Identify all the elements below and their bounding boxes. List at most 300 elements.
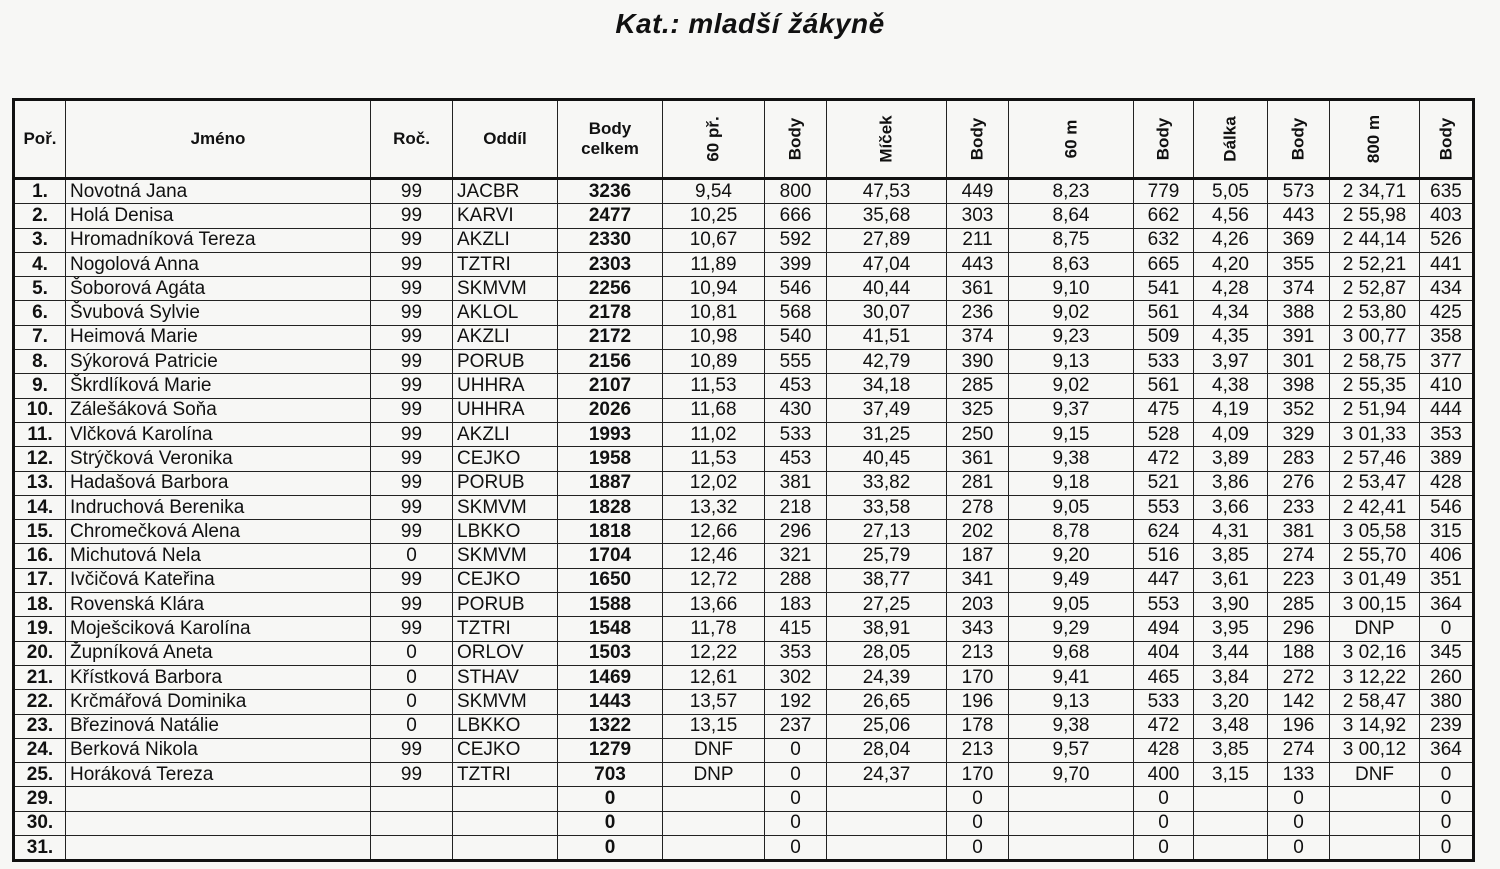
col-header-roc: Roč. — [371, 100, 453, 179]
table-row — [14, 471, 1474, 495]
cell-points-3: 521 — [1134, 471, 1194, 495]
cell-800-m: 2 58,47 — [1330, 690, 1420, 714]
cell-long-jump: 3,90 — [1194, 593, 1268, 617]
cell-ball-throw — [827, 787, 947, 811]
cell-position: 18. — [14, 593, 66, 617]
cell-points-4: 388 — [1268, 301, 1330, 325]
cell-points-2: 170 — [947, 763, 1009, 787]
cell-club: AKZLI — [453, 422, 558, 446]
cell-year: 99 — [371, 471, 453, 495]
cell-60-hurdles: 13,66 — [663, 593, 765, 617]
cell-name: Rovenská Klára — [66, 593, 371, 617]
cell-60-m: 9,70 — [1009, 763, 1134, 787]
cell-points-3: 0 — [1134, 811, 1194, 835]
cell-long-jump: 4,20 — [1194, 252, 1268, 276]
cell-long-jump: 3,20 — [1194, 690, 1268, 714]
cell-ball-throw: 27,89 — [827, 228, 947, 252]
cell-ball-throw: 47,53 — [827, 179, 947, 204]
cell-position: 29. — [14, 787, 66, 811]
cell-points-1: 399 — [765, 252, 827, 276]
cell-ball-throw: 30,07 — [827, 301, 947, 325]
cell-position: 4. — [14, 252, 66, 276]
cell-points-1: 453 — [765, 374, 827, 398]
cell-club: TZTRI — [453, 252, 558, 276]
cell-year: 0 — [371, 714, 453, 738]
table-row — [14, 228, 1474, 252]
cell-total-points: 1469 — [558, 665, 663, 689]
cell-year — [371, 787, 453, 811]
cell-club: CEJKO — [453, 738, 558, 762]
cell-60-m: 9,15 — [1009, 422, 1134, 446]
cell-points-3: 553 — [1134, 593, 1194, 617]
cell-club: SKMVM — [453, 495, 558, 519]
cell-year: 99 — [371, 617, 453, 641]
cell-total-points: 0 — [558, 836, 663, 861]
cell-points-1: 302 — [765, 665, 827, 689]
cell-points-4: 223 — [1268, 568, 1330, 592]
cell-points-1: 546 — [765, 277, 827, 301]
cell-points-2: 213 — [947, 641, 1009, 665]
cell-long-jump: 4,09 — [1194, 422, 1268, 446]
cell-60-m: 8,23 — [1009, 179, 1134, 204]
cell-name: Michutová Nela — [66, 544, 371, 568]
cell-60-hurdles: 13,15 — [663, 714, 765, 738]
cell-points-3: 494 — [1134, 617, 1194, 641]
cell-total-points: 3236 — [558, 179, 663, 204]
cell-club: JACBR — [453, 179, 558, 204]
cell-points-4: 374 — [1268, 277, 1330, 301]
cell-club: TZTRI — [453, 617, 558, 641]
cell-points-5: 425 — [1420, 301, 1474, 325]
cell-points-2: 374 — [947, 325, 1009, 349]
cell-60-hurdles — [663, 811, 765, 835]
cell-points-4: 301 — [1268, 350, 1330, 374]
cell-points-4: 133 — [1268, 763, 1330, 787]
cell-total-points: 2107 — [558, 374, 663, 398]
cell-800-m: 2 57,46 — [1330, 447, 1420, 471]
col-header-jmeno: Jméno — [66, 100, 371, 179]
cell-position: 22. — [14, 690, 66, 714]
cell-year — [371, 811, 453, 835]
cell-points-1: 540 — [765, 325, 827, 349]
cell-60-m: 8,63 — [1009, 252, 1134, 276]
table-row — [14, 520, 1474, 544]
cell-year: 99 — [371, 301, 453, 325]
cell-points-5: 0 — [1420, 787, 1474, 811]
cell-ball-throw: 31,25 — [827, 422, 947, 446]
col-header-body-1 — [765, 100, 827, 179]
cell-long-jump: 3,84 — [1194, 665, 1268, 689]
table-row — [14, 641, 1474, 665]
cell-60-m: 9,23 — [1009, 325, 1134, 349]
cell-position: 23. — [14, 714, 66, 738]
cell-points-5: 0 — [1420, 811, 1474, 835]
cell-points-4: 0 — [1268, 836, 1330, 861]
cell-60-m: 9,20 — [1009, 544, 1134, 568]
cell-ball-throw: 41,51 — [827, 325, 947, 349]
cell-total-points: 1650 — [558, 568, 663, 592]
cell-ball-throw: 28,05 — [827, 641, 947, 665]
cell-points-5: 444 — [1420, 398, 1474, 422]
cell-60-hurdles: 10,98 — [663, 325, 765, 349]
cell-800-m: 3 02,16 — [1330, 641, 1420, 665]
cell-800-m: DNP — [1330, 617, 1420, 641]
cell-total-points: 1322 — [558, 714, 663, 738]
cell-name: Vlčková Karolína — [66, 422, 371, 446]
cell-points-4: 274 — [1268, 544, 1330, 568]
cell-year: 0 — [371, 641, 453, 665]
cell-year: 99 — [371, 738, 453, 762]
cell-60-hurdles: 12,22 — [663, 641, 765, 665]
cell-points-4: 283 — [1268, 447, 1330, 471]
cell-position: 1. — [14, 179, 66, 204]
cell-points-5: 0 — [1420, 836, 1474, 861]
cell-points-5: 546 — [1420, 495, 1474, 519]
cell-points-3: 779 — [1134, 179, 1194, 204]
cell-club: LBKKO — [453, 714, 558, 738]
cell-60-hurdles: 12,61 — [663, 665, 765, 689]
cell-800-m: 2 58,75 — [1330, 350, 1420, 374]
cell-long-jump: 4,35 — [1194, 325, 1268, 349]
cell-long-jump: 4,56 — [1194, 204, 1268, 228]
cell-points-2: 303 — [947, 204, 1009, 228]
cell-points-4: 296 — [1268, 617, 1330, 641]
col-header-micek-label: Míček — [876, 115, 896, 163]
cell-position: 9. — [14, 374, 66, 398]
cell-points-5: 345 — [1420, 641, 1474, 665]
cell-name — [66, 787, 371, 811]
cell-position: 19. — [14, 617, 66, 641]
cell-year: 0 — [371, 665, 453, 689]
cell-points-3: 533 — [1134, 690, 1194, 714]
cell-points-3: 400 — [1134, 763, 1194, 787]
cell-name: Chromečková Alena — [66, 520, 371, 544]
cell-points-3: 561 — [1134, 301, 1194, 325]
table-row — [14, 179, 1474, 204]
col-header-body-celkem-line2: celkem — [581, 139, 639, 158]
cell-points-3: 404 — [1134, 641, 1194, 665]
cell-year: 99 — [371, 593, 453, 617]
cell-60-m: 9,68 — [1009, 641, 1134, 665]
table-row — [14, 204, 1474, 228]
cell-year: 99 — [371, 763, 453, 787]
cell-points-5: 526 — [1420, 228, 1474, 252]
cell-points-4: 391 — [1268, 325, 1330, 349]
cell-total-points: 2330 — [558, 228, 663, 252]
cell-points-4: 276 — [1268, 471, 1330, 495]
cell-position: 17. — [14, 568, 66, 592]
cell-points-3: 632 — [1134, 228, 1194, 252]
cell-points-5: 0 — [1420, 617, 1474, 641]
cell-points-2: 196 — [947, 690, 1009, 714]
table-row — [14, 495, 1474, 519]
cell-points-5: 364 — [1420, 593, 1474, 617]
cell-long-jump: 4,38 — [1194, 374, 1268, 398]
cell-points-1: 288 — [765, 568, 827, 592]
cell-60-m: 9,02 — [1009, 301, 1134, 325]
cell-points-1: 800 — [765, 179, 827, 204]
cell-points-4: 369 — [1268, 228, 1330, 252]
cell-points-2: 285 — [947, 374, 1009, 398]
cell-total-points: 0 — [558, 811, 663, 835]
table-row — [14, 763, 1474, 787]
cell-800-m: 2 55,70 — [1330, 544, 1420, 568]
cell-club: TZTRI — [453, 763, 558, 787]
cell-club: SKMVM — [453, 277, 558, 301]
cell-total-points: 0 — [558, 787, 663, 811]
header-row — [14, 100, 1474, 179]
cell-points-4: 272 — [1268, 665, 1330, 689]
cell-club: LBKKO — [453, 520, 558, 544]
cell-points-3: 465 — [1134, 665, 1194, 689]
cell-year: 99 — [371, 228, 453, 252]
cell-club: AKZLI — [453, 325, 558, 349]
cell-ball-throw: 40,44 — [827, 277, 947, 301]
cell-total-points: 2156 — [558, 350, 663, 374]
cell-60-hurdles — [663, 836, 765, 861]
col-header-body-2-label: Body — [967, 117, 987, 161]
cell-name: Moješciková Karolína — [66, 617, 371, 641]
cell-club — [453, 836, 558, 861]
cell-points-5: 351 — [1420, 568, 1474, 592]
cell-points-2: 187 — [947, 544, 1009, 568]
cell-name: Novotná Jana — [66, 179, 371, 204]
cell-name: Heimová Marie — [66, 325, 371, 349]
cell-ball-throw: 25,06 — [827, 714, 947, 738]
cell-position: 21. — [14, 665, 66, 689]
cell-points-5: 441 — [1420, 252, 1474, 276]
cell-position: 7. — [14, 325, 66, 349]
cell-total-points: 2477 — [558, 204, 663, 228]
cell-year: 99 — [371, 179, 453, 204]
cell-points-5: 380 — [1420, 690, 1474, 714]
cell-club: STHAV — [453, 665, 558, 689]
cell-name — [66, 836, 371, 861]
cell-position: 20. — [14, 641, 66, 665]
cell-position: 16. — [14, 544, 66, 568]
cell-60-m: 9,02 — [1009, 374, 1134, 398]
cell-club: AKLOL — [453, 301, 558, 325]
cell-800-m: 2 52,21 — [1330, 252, 1420, 276]
cell-800-m: 2 52,87 — [1330, 277, 1420, 301]
cell-points-4: 285 — [1268, 593, 1330, 617]
cell-60-m: 9,05 — [1009, 593, 1134, 617]
cell-800-m: 3 14,92 — [1330, 714, 1420, 738]
cell-year: 99 — [371, 495, 453, 519]
cell-points-2: 325 — [947, 398, 1009, 422]
cell-long-jump: 3,85 — [1194, 738, 1268, 762]
col-header-60-pr — [663, 100, 765, 179]
cell-800-m: 3 01,49 — [1330, 568, 1420, 592]
cell-club: PORUB — [453, 593, 558, 617]
cell-club: CEJKO — [453, 447, 558, 471]
cell-name: Sýkorová Patricie — [66, 350, 371, 374]
cell-name: Ivčičová Kateřina — [66, 568, 371, 592]
cell-800-m: 2 55,35 — [1330, 374, 1420, 398]
table-row — [14, 277, 1474, 301]
cell-name: Holá Denisa — [66, 204, 371, 228]
cell-position: 10. — [14, 398, 66, 422]
cell-long-jump: 3,86 — [1194, 471, 1268, 495]
cell-points-3: 0 — [1134, 836, 1194, 861]
cell-year: 99 — [371, 422, 453, 446]
cell-ball-throw: 24,37 — [827, 763, 947, 787]
col-header-body-3-label: Body — [1153, 117, 1173, 161]
table-row — [14, 398, 1474, 422]
cell-long-jump — [1194, 787, 1268, 811]
cell-800-m: 3 05,58 — [1330, 520, 1420, 544]
cell-long-jump — [1194, 811, 1268, 835]
cell-club: PORUB — [453, 471, 558, 495]
table-row — [14, 617, 1474, 641]
col-header-800-m — [1330, 100, 1420, 179]
cell-points-4: 381 — [1268, 520, 1330, 544]
cell-long-jump: 3,44 — [1194, 641, 1268, 665]
cell-position: 12. — [14, 447, 66, 471]
cell-position: 6. — [14, 301, 66, 325]
cell-points-1: 0 — [765, 763, 827, 787]
results-table — [12, 98, 1475, 862]
cell-60-m: 9,13 — [1009, 350, 1134, 374]
col-header-body-celkem — [558, 100, 663, 179]
cell-points-2: 0 — [947, 787, 1009, 811]
cell-points-3: 528 — [1134, 422, 1194, 446]
cell-club: ORLOV — [453, 641, 558, 665]
table-row — [14, 568, 1474, 592]
col-header-body-2 — [947, 100, 1009, 179]
cell-points-5: 0 — [1420, 763, 1474, 787]
cell-position: 31. — [14, 836, 66, 861]
cell-60-m: 8,78 — [1009, 520, 1134, 544]
cell-long-jump: 3,85 — [1194, 544, 1268, 568]
cell-ball-throw: 27,13 — [827, 520, 947, 544]
cell-60-hurdles — [663, 787, 765, 811]
cell-60-hurdles: 11,89 — [663, 252, 765, 276]
cell-year: 99 — [371, 204, 453, 228]
cell-position: 8. — [14, 350, 66, 374]
cell-points-1: 296 — [765, 520, 827, 544]
cell-year: 0 — [371, 544, 453, 568]
col-header-micek — [827, 100, 947, 179]
cell-club: AKZLI — [453, 228, 558, 252]
cell-points-5: 315 — [1420, 520, 1474, 544]
cell-total-points: 1548 — [558, 617, 663, 641]
cell-800-m: 3 00,15 — [1330, 593, 1420, 617]
col-header-body-3 — [1134, 100, 1194, 179]
table-row — [14, 422, 1474, 446]
cell-800-m: 3 00,12 — [1330, 738, 1420, 762]
cell-position: 25. — [14, 763, 66, 787]
cell-60-hurdles: 10,67 — [663, 228, 765, 252]
cell-60-m — [1009, 811, 1134, 835]
cell-points-3: 472 — [1134, 714, 1194, 738]
cell-long-jump: 4,31 — [1194, 520, 1268, 544]
table-row — [14, 836, 1474, 861]
cell-60-m: 9,18 — [1009, 471, 1134, 495]
cell-60-hurdles: 12,66 — [663, 520, 765, 544]
col-header-body-1-label: Body — [785, 117, 805, 161]
cell-long-jump: 3,48 — [1194, 714, 1268, 738]
cell-total-points: 703 — [558, 763, 663, 787]
cell-60-m: 9,38 — [1009, 447, 1134, 471]
cell-60-hurdles: 13,57 — [663, 690, 765, 714]
cell-800-m: 2 51,94 — [1330, 398, 1420, 422]
cell-60-hurdles: 9,54 — [663, 179, 765, 204]
cell-800-m: 2 34,71 — [1330, 179, 1420, 204]
cell-points-2: 361 — [947, 447, 1009, 471]
cell-points-2: 250 — [947, 422, 1009, 446]
cell-total-points: 1279 — [558, 738, 663, 762]
cell-points-4: 329 — [1268, 422, 1330, 446]
cell-points-1: 568 — [765, 301, 827, 325]
cell-name: Škrdlíková Marie — [66, 374, 371, 398]
cell-points-3: 475 — [1134, 398, 1194, 422]
cell-total-points: 1958 — [558, 447, 663, 471]
cell-name: Hadašová Barbora — [66, 471, 371, 495]
cell-60-hurdles: 12,46 — [663, 544, 765, 568]
cell-60-m: 9,57 — [1009, 738, 1134, 762]
cell-points-1: 0 — [765, 811, 827, 835]
cell-points-5: 377 — [1420, 350, 1474, 374]
cell-points-1: 183 — [765, 593, 827, 617]
cell-year — [371, 836, 453, 861]
cell-points-2: 211 — [947, 228, 1009, 252]
cell-name: Krčmářová Dominika — [66, 690, 371, 714]
cell-long-jump: 3,89 — [1194, 447, 1268, 471]
cell-points-3: 428 — [1134, 738, 1194, 762]
cell-points-1: 353 — [765, 641, 827, 665]
cell-name: Indruchová Berenika — [66, 495, 371, 519]
cell-60-hurdles: 11,02 — [663, 422, 765, 446]
cell-ball-throw: 38,91 — [827, 617, 947, 641]
cell-points-3: 0 — [1134, 787, 1194, 811]
cell-club: UHHRA — [453, 398, 558, 422]
cell-points-4: 352 — [1268, 398, 1330, 422]
cell-points-2: 170 — [947, 665, 1009, 689]
col-header-800-m-label: 800 m — [1364, 114, 1384, 164]
cell-points-5: 635 — [1420, 179, 1474, 204]
cell-60-hurdles: 10,89 — [663, 350, 765, 374]
cell-points-5: 434 — [1420, 277, 1474, 301]
cell-club: UHHRA — [453, 374, 558, 398]
cell-60-hurdles: 10,25 — [663, 204, 765, 228]
cell-name: Šoborová Agáta — [66, 277, 371, 301]
cell-name: Zálešáková Soňa — [66, 398, 371, 422]
cell-year: 99 — [371, 325, 453, 349]
cell-60-hurdles: DNF — [663, 738, 765, 762]
cell-60-hurdles: 11,68 — [663, 398, 765, 422]
cell-points-5: 260 — [1420, 665, 1474, 689]
cell-points-1: 453 — [765, 447, 827, 471]
cell-points-5: 239 — [1420, 714, 1474, 738]
col-header-oddil: Oddíl — [453, 100, 558, 179]
cell-long-jump: 4,26 — [1194, 228, 1268, 252]
table-row — [14, 593, 1474, 617]
cell-60-hurdles: 12,72 — [663, 568, 765, 592]
cell-ball-throw — [827, 811, 947, 835]
cell-name: Křístková Barbora — [66, 665, 371, 689]
cell-points-2: 361 — [947, 277, 1009, 301]
cell-long-jump: 3,95 — [1194, 617, 1268, 641]
cell-60-hurdles: 11,53 — [663, 447, 765, 471]
cell-points-1: 218 — [765, 495, 827, 519]
cell-points-1: 666 — [765, 204, 827, 228]
cell-club — [453, 811, 558, 835]
cell-long-jump: 3,97 — [1194, 350, 1268, 374]
cell-points-1: 533 — [765, 422, 827, 446]
cell-points-3: 662 — [1134, 204, 1194, 228]
cell-club: PORUB — [453, 350, 558, 374]
